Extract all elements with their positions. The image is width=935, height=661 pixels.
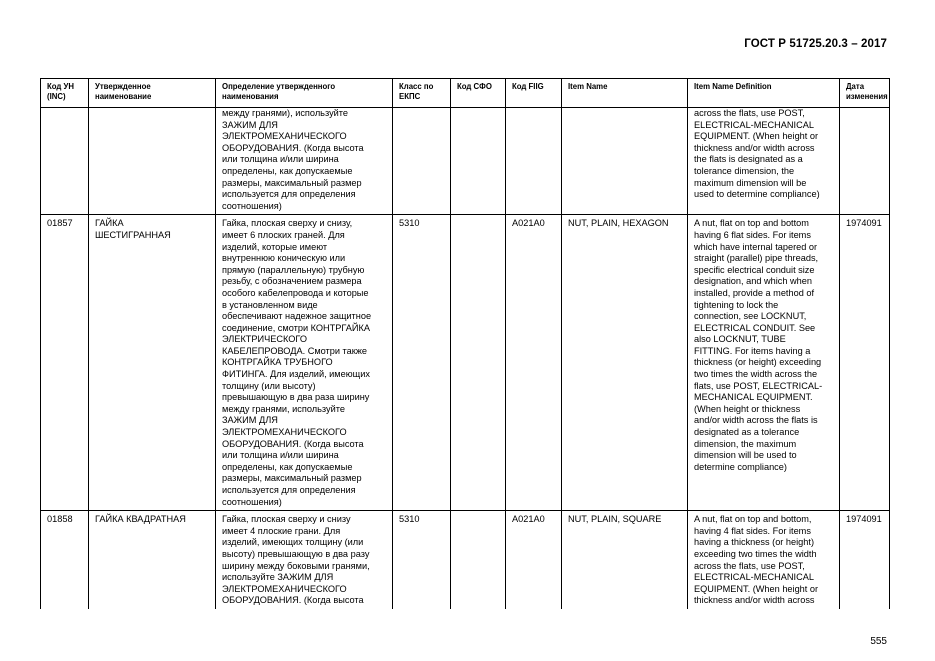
cell-ekps-class: 5310 [393, 215, 451, 511]
document-code: ГОСТ Р 51725.20.3 – 2017 [744, 38, 887, 50]
cell-definition-ru: между гранями), используйте ЗАЖИМ ДЛЯ ЭЛЕКТРОМЕХАНИЧЕСКОГО ОБОРУДОВАНИЯ. (Когда высота или толщина и/или ширина определены, как допускаемые размеры, максимальный размер используется для определения соотношения) [216, 108, 393, 215]
table-header-row [41, 79, 890, 108]
cell-item-name [562, 108, 688, 215]
col-header-inc: Код УН (INC) [41, 79, 89, 108]
col-header-item-name-definition: Item Name Definition [688, 79, 840, 108]
cell-change-date [840, 108, 890, 215]
cell-item-name: NUT, PLAIN, SQUARE [562, 511, 688, 609]
nomenclature-table [40, 78, 890, 609]
cell-sfo-code [451, 108, 506, 215]
table-row [41, 108, 890, 215]
col-header-sfo-code: Код СФО [451, 79, 506, 108]
cell-change-date: 1974091 [840, 215, 890, 511]
col-header-ekps-class: Класс по ЕКПС [393, 79, 451, 108]
col-header-approved-name: Утвержденное наименование [89, 79, 216, 108]
cell-fiig-code: A021A0 [506, 215, 562, 511]
col-header-item-name: Item Name [562, 79, 688, 108]
cell-inc [41, 108, 89, 215]
cell-inc: 01857 [41, 215, 89, 511]
cell-definition-ru: Гайка, плоская сверху и снизу, имеет 6 плоских граней. Для изделий, которые имеют внутреннюю коническую или прямую (параллельную) трубную резьбу, с обозначением размера особого кабелепровода и которые в установленном виде обеспечивают надежное защитное соединение, смотри КОНТРГАЙКА ЭЛЕКТРИЧЕСКОГО КАБЕЛЕПРОВОДА. Смотри также КОНТРГАЙКА ТРУБНОГО ФИТИНГА. Для изделий, имеющих толщину (или высоту) превышающую в два раза ширину между гранями, используйте ЗАЖИМ ДЛЯ ЭЛЕКТРОМЕХАНИЧЕСКОГО ОБОРУДОВАНИЯ. (Когда высота или толщина и/или ширина определены, как допускаемые размеры, максимальный размер используется для определения соотношения) [216, 215, 393, 511]
cell-fiig-code [506, 108, 562, 215]
cell-ekps-class: 5310 [393, 511, 451, 609]
cell-fiig-code: A021A0 [506, 511, 562, 609]
cell-item-name-definition: A nut, flat on top and bottom, having 4 flat sides. For items having a thickness (or height) exceeding two times the width across the flats, use POST, ELECTRICAL-MECHANICAL EQUIPMENT. (When height or thickness and/or width across [688, 511, 840, 609]
cell-approved-name [89, 108, 216, 215]
cell-inc: 01858 [41, 511, 89, 609]
col-header-definition-ru: Определение утвержденного наименования [216, 79, 393, 108]
cell-item-name: NUT, PLAIN, HEXAGON [562, 215, 688, 511]
cell-sfo-code [451, 511, 506, 609]
cell-change-date: 1974091 [840, 511, 890, 609]
col-header-fiig-code: Код FIIG [506, 79, 562, 108]
table-row [41, 511, 890, 609]
col-header-change-date: Дата изменения [840, 79, 890, 108]
page-number: 555 [870, 636, 887, 647]
cell-approved-name: ГАЙКА ШЕСТИГРАННАЯ [89, 215, 216, 511]
cell-definition-ru: Гайка, плоская сверху и снизу имеет 4 плоские грани. Для изделий, имеющих толщину (или высоту) превышающую в два разу ширину между боковыми гранями, используйте ЗАЖИМ ДЛЯ ЭЛЕКТРОМЕХАНИЧЕСКОГО ОБОРУДОВАНИЯ. (Когда высота [216, 511, 393, 609]
cell-ekps-class [393, 108, 451, 215]
cell-item-name-definition: across the flats, use POST, ELECTRICAL-MECHANICAL EQUIPMENT. (When height or thickness and/or width across the flats is designated as a tolerance dimension, the maximum dimension will be used to determine compliance) [688, 108, 840, 215]
cell-approved-name: ГАЙКА КВАДРАТНАЯ [89, 511, 216, 609]
cell-item-name-definition: A nut, flat on top and bottom having 6 flat sides. For items which have internal tapered or straight (parallel) pipe threads, specific electrical conduit size designation, and which when installed, provide a method of tightening to lock the connection, see LOCKNUT, ELECTRICAL CONDUIT. See also LOCKNUT, TUBE FITTING. For items having a thickness (or height) exceeding two times the width across the flats, use POST, ELECTRICAL- MECHANICAL EQUIPMENT. (When height or thickness and/or width across the flats is designated as a tolerance dimension, the maximum dimension will be used to determine compliance) [688, 215, 840, 511]
cell-sfo-code [451, 215, 506, 511]
table-row [41, 215, 890, 511]
